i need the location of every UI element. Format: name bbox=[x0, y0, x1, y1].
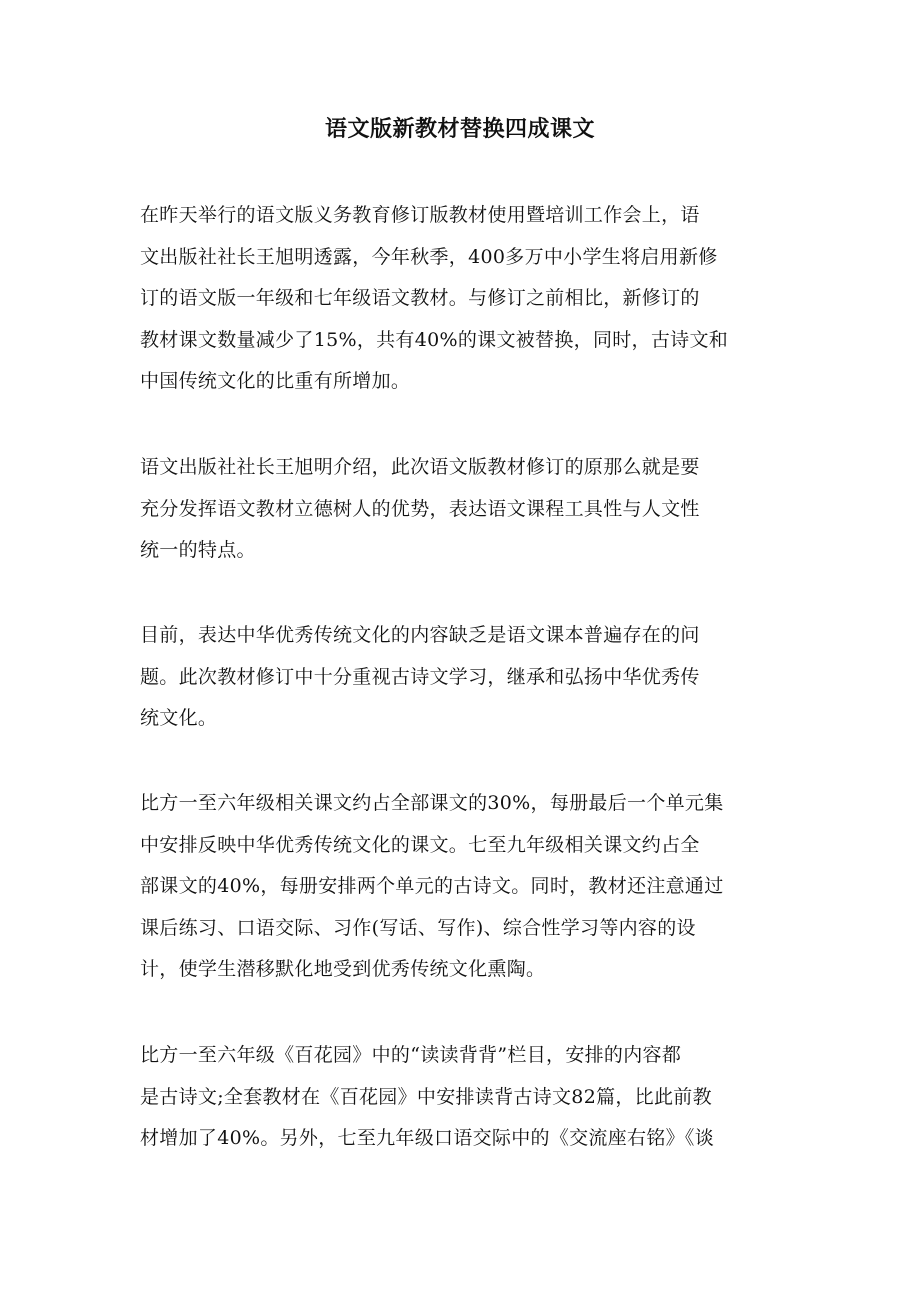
paragraph-line: 部课文的40%，每册安排两个单元的古诗文。同时，教材还注意通过 bbox=[140, 875, 724, 897]
paragraph-line: 材增加了40%。另外，七至九年级口语交际中的《交流座右铭》《谈 bbox=[140, 1127, 715, 1149]
paragraph-line: 订的语文版一年级和七年级语文教材。与修订之前相比，新修订的 bbox=[140, 287, 700, 309]
paragraph-5 bbox=[140, 1035, 780, 1160]
paragraph-line: 是古诗文;全套教材在《百花园》中安排读背古诗文82篇，比此前教 bbox=[140, 1085, 712, 1108]
paragraph-line: 课后练习、口语交际、习作(写话、写作)、综合性学习等内容的设 bbox=[140, 916, 696, 939]
paragraph-line: 目前，表达中华优秀传统文化的内容缺乏是语文课本普遍存在的问 bbox=[140, 624, 700, 646]
paragraph-line: 充分发挥语文教材立德树人的优势，表达语文课程工具性与人文性 bbox=[140, 497, 700, 520]
paragraph-line: 语文出版社社长王旭明介绍，此次语文版教材修订的原那么就是要 bbox=[140, 456, 700, 478]
paragraph-line: 统一的特点。 bbox=[140, 539, 256, 561]
paragraph-line: 中安排反映中华优秀传统文化的课文。七至九年级相关课文约占全 bbox=[140, 833, 700, 856]
paragraph-line: 中国传统文化的比重有所增加。 bbox=[140, 370, 411, 392]
paragraph-line: 在昨天举行的语文版义务教育修订版教材使用暨培训工作会上，语 bbox=[140, 204, 700, 226]
document-title: 语文版新教材替换四成课文 bbox=[324, 116, 595, 142]
paragraph-2 bbox=[140, 447, 780, 572]
paragraph-line: 比方一至六年级《百花园》中的“读读背背”栏目，安排的内容都 bbox=[140, 1044, 682, 1066]
paragraph-line: 计，使学生潜移默化地受到优秀传统文化熏陶。 bbox=[140, 958, 546, 980]
paragraph-line: 比方一至六年级相关课文约占全部课文的30%，每册最后一个单元集 bbox=[140, 792, 724, 814]
paragraph-1 bbox=[140, 195, 780, 403]
paragraph-line: 题。此次教材修订中十分重视古诗文学习，继承和弘扬中华优秀传 bbox=[140, 665, 700, 688]
paragraph-line: 文出版社社长王旭明透露，今年秋季，400多万中小学生将启用新修 bbox=[140, 245, 718, 268]
paragraph-line: 统文化。 bbox=[140, 707, 218, 729]
paragraph-4 bbox=[140, 783, 780, 991]
paragraph-line: 教材课文数量减少了15%，共有40%的课文被替换，同时，古诗文和 bbox=[140, 328, 729, 351]
paragraph-3 bbox=[140, 615, 780, 740]
